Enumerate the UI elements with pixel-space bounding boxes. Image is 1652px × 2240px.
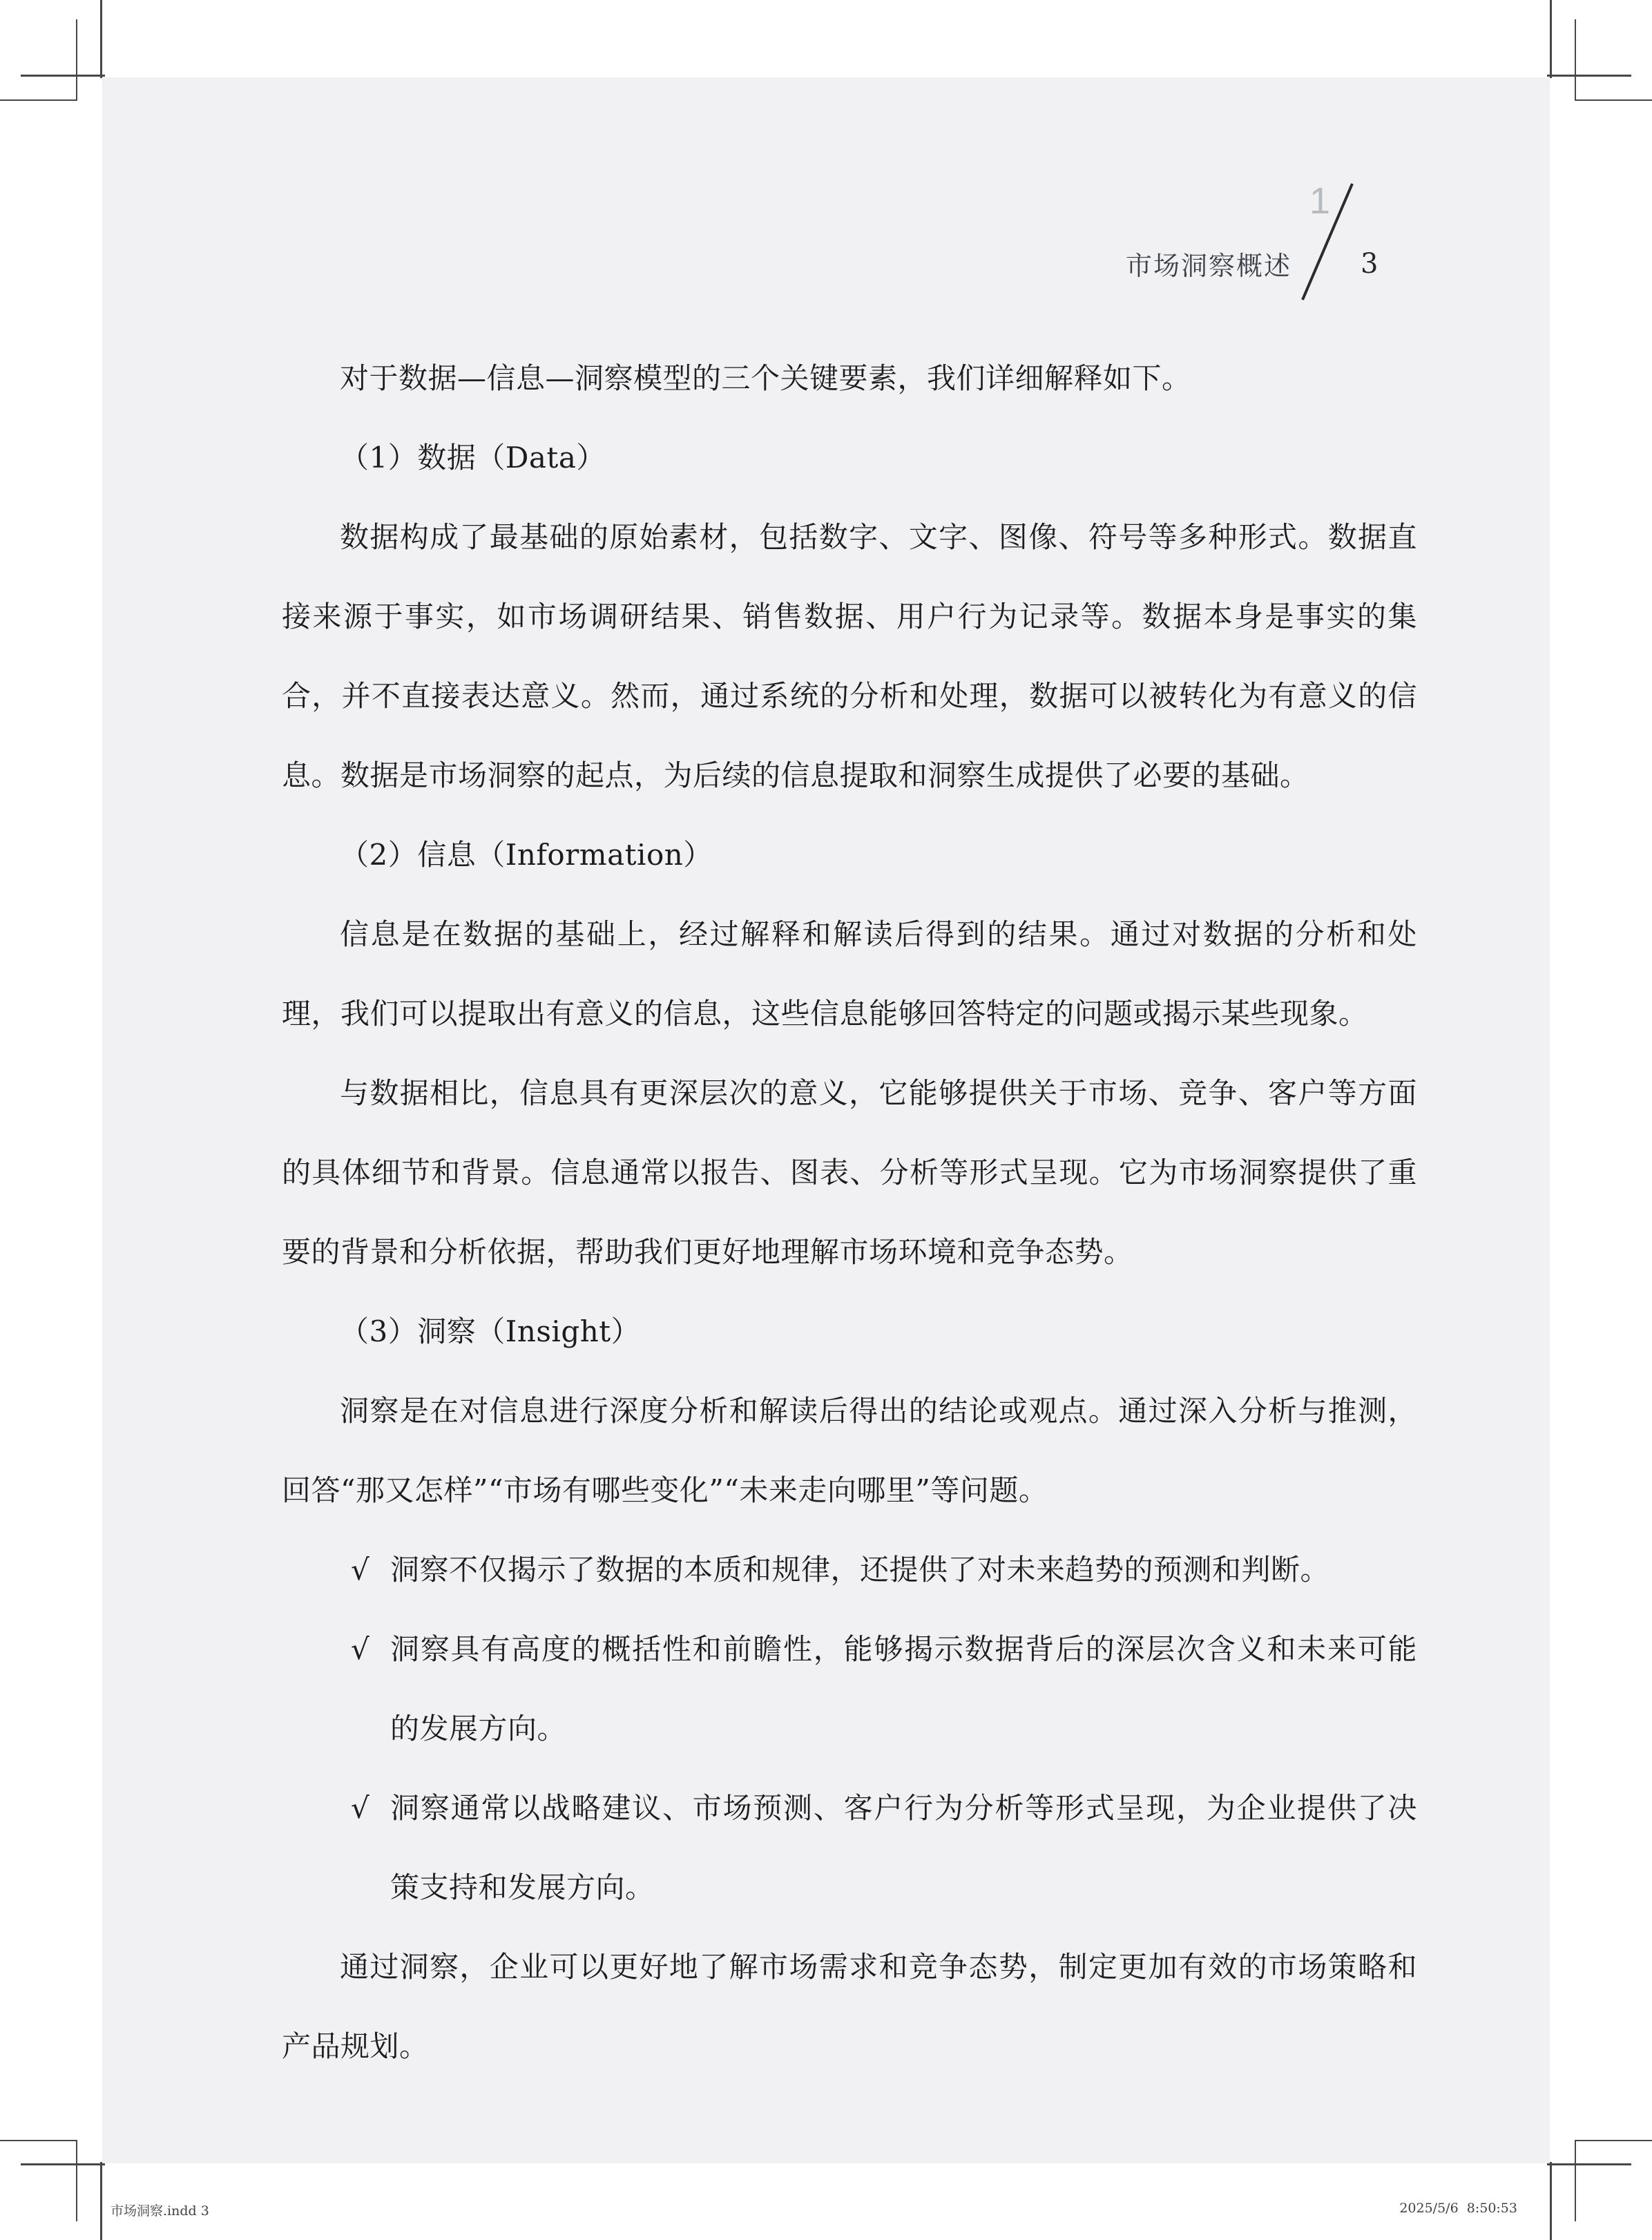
slug-timestamp: 2025/5/6 8:50:53	[1399, 2201, 1517, 2216]
subheading-data: （1）数据（Data）	[340, 441, 606, 475]
crop-mark	[21, 2163, 105, 2165]
book-page	[102, 77, 1550, 2163]
page-number: 3	[1361, 248, 1379, 280]
paragraph-insight: 洞察是在对信息进行深度分析和解读后得出的结论或观点。通过深入分析与推测，回答“那又怎样”“市场有哪些变化”“未来走向哪里”等问题。	[282, 1394, 1417, 1507]
crop-mark	[21, 75, 105, 77]
paragraph-intro: 对于数据—信息—洞察模型的三个关键要素，我们详细解释如下。	[340, 361, 1191, 395]
chapter-title: 市场洞察概述	[1125, 252, 1291, 281]
list-item-text: 洞察具有高度的概括性和前瞻性，能够揭示数据背后的深层次含义和未来可能的发展方向。	[390, 1632, 1417, 1745]
subheading-information: （2）信息（Information）	[340, 838, 713, 872]
paragraph-data: 数据构成了最基础的原始素材，包括数字、文字、图像、符号等多种形式。数据直接来源于事实，如市场调研结果、销售数据、用户行为记录等。数据本身是事实的集合，并不直接表达意义。然而，通过系统的分析和处理，数据可以被转化为有意义的信息。数据是市场洞察的起点，为后续的信息提取和洞察生成提供了必要的基础。	[282, 520, 1417, 792]
crop-mark	[0, 99, 77, 101]
paragraph-information-2: 与数据相比，信息具有更深层次的意义，它能够提供关于市场、竞争、客户等方面的具体细节和背景。信息通常以报告、图表、分析等形式呈现。它为市场洞察提供了重要的背景和分析依据，帮助我们更好地理解市场环境和竞争态势。	[282, 1076, 1417, 1269]
crop-mark	[100, 2162, 102, 2240]
crop-mark	[0, 2140, 77, 2141]
chapter-number: 1	[1309, 180, 1331, 222]
list-item-text: 洞察通常以战略建议、市场预测、客户行为分析等形式呈现，为企业提供了决策支持和发展方向。	[390, 1791, 1417, 1904]
list-item-text: 洞察不仅揭示了数据的本质和规律，还提供了对未来趋势的预测和判断。	[390, 1553, 1330, 1587]
check-bullet-icon: √	[351, 1553, 370, 1587]
check-bullet-icon: √	[351, 1791, 370, 1825]
subheading-insight: （3）洞察（Insight）	[340, 1314, 641, 1348]
crop-mark	[76, 19, 77, 101]
crop-mark	[1547, 2163, 1631, 2165]
paragraph-conclusion: 通过洞察，企业可以更好地了解市场需求和竞争态势，制定更加有效的市场策略和产品规划。	[282, 1950, 1417, 2063]
crop-mark	[1575, 99, 1652, 101]
crop-mark	[1575, 19, 1576, 101]
list-item	[282, 1768, 1417, 1927]
crop-mark	[1550, 2162, 1552, 2240]
check-bullet-icon: √	[351, 1632, 370, 1666]
paragraph-information-1: 信息是在数据的基础上，经过解释和解读后得到的结果。通过对数据的分析和处理，我们可以提取出有意义的信息，这些信息能够回答特定的问题或揭示某些现象。	[282, 917, 1417, 1031]
crop-mark	[1550, 0, 1552, 78]
header-slash-icon	[1294, 180, 1356, 304]
crop-mark	[1575, 2140, 1576, 2221]
crop-mark	[100, 0, 102, 78]
list-item	[282, 1609, 1417, 1768]
list-item	[282, 1530, 1417, 1609]
slug-document-label: 市场洞察.indd 3	[111, 2203, 209, 2219]
body-text	[282, 338, 1417, 2086]
crop-mark	[76, 2140, 77, 2221]
crop-mark	[1575, 2140, 1652, 2141]
crop-mark	[1547, 75, 1631, 77]
insight-bullet-list	[282, 1530, 1417, 1927]
